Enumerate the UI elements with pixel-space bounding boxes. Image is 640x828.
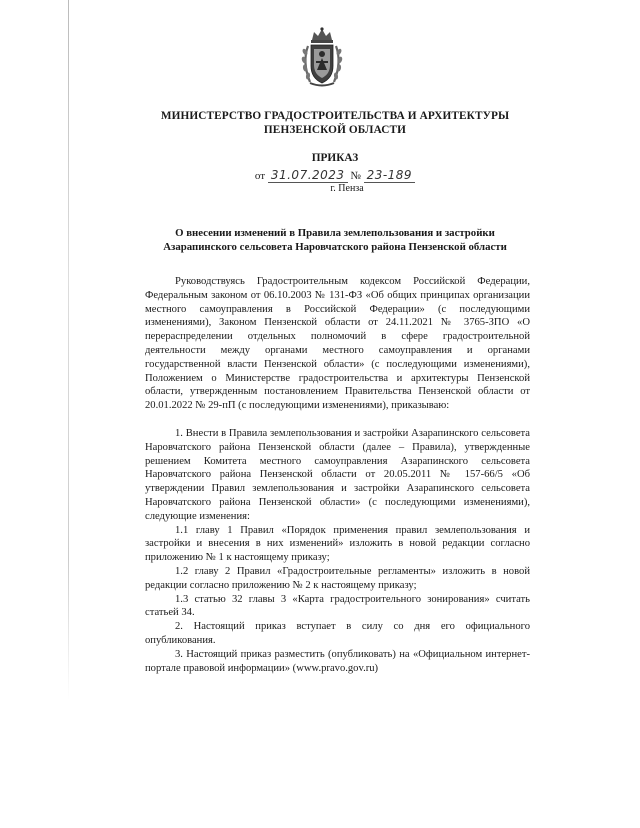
number-prefix: №: [350, 170, 361, 182]
scan-edge-shadow: [68, 0, 69, 700]
order-date: 31.07.2023: [268, 168, 348, 183]
body-paragraph: 1. Внести в Правила землепользования и застройки Азарапинского сельсовета Наровчатского района Пензенской области (далее – Правила), утвержденные решением Комитета местного самоуправления Азарапинского сельсовета Наровчатского района Пензенской области от 20.05.2011 № 157-66/5 «Об утверждении Правил землепользования и застройки Азарапинского сельсовета Наровчатского района Пензенской области» (с последующими изменениями), следующие изменения:: [145, 427, 530, 522]
order-body: [145, 275, 530, 675]
ministry-line-2: ПЕНЗЕНСКОЙ ОБЛАСТИ: [263, 124, 407, 136]
ministry-name: [150, 109, 520, 137]
ministry-line-1: МИНИСТЕРСТВО ГРАДОСТРОИТЕЛЬСТВА И АРХИТЕКТУРЫ: [160, 110, 510, 122]
order-title: ПРИКАЗ: [311, 152, 359, 164]
order-number: 23-189: [364, 168, 416, 183]
coat-of-arms-icon: [300, 26, 344, 88]
date-prefix: от: [254, 170, 266, 182]
body-paragraph: 1.2 главу 2 Правил «Градостроительные регламенты» изложить в новой редакции согласно приложению № 2 к настоящему приказу;: [145, 565, 530, 591]
order-city: г. Пенза: [330, 183, 364, 194]
body-paragraph: 3. Настоящий приказ разместить (опубликовать) на «Официальном интернет-портале правовой информации» (www.pravo.gov.ru): [145, 648, 530, 674]
order-date-number: [150, 168, 520, 182]
order-subject: О внесении изменений в Правила землепользования и застройки Азарапинского сельсовета Наровчатского района Пензенской области: [163, 227, 507, 253]
body-paragraph: 1.1 главу 1 Правил «Порядок применения правил землепользования и застройки и внесения в них изменений» изложить в новой редакции согласно приложению № 1 к настоящему приказу;: [145, 524, 530, 564]
body-paragraph: 1.3 статью 32 главы 3 «Карта градостроительного зонирования» считать статьей 34.: [145, 593, 530, 619]
body-paragraph: 2. Настоящий приказ вступает в силу со дня его официального опубликования.: [145, 621, 530, 646]
preamble-paragraph: Руководствуясь Градостроительным кодексом Российской Федерации, Федеральным законом от 06.10.2003 № 131-ФЗ «Об общих принципах организации местного самоуправления в Российской Федерации» (с последующими изменениями), Законом Пензенской области от 24.11.2021 № 3765-ЗПО «О перераспределении отдельных полномочий в сфере градостроительной деятельности между органами местного самоуправления и органами государственной власти Пензенской области» (с последующими изменениями), Положением о Министерстве градостроительства и архитектуры Пензенской области, утвержденным постановлением Правительства Пензенской области от 20.01.2022 № 29-пП (с последующими изменениями), приказываю:: [145, 276, 530, 412]
